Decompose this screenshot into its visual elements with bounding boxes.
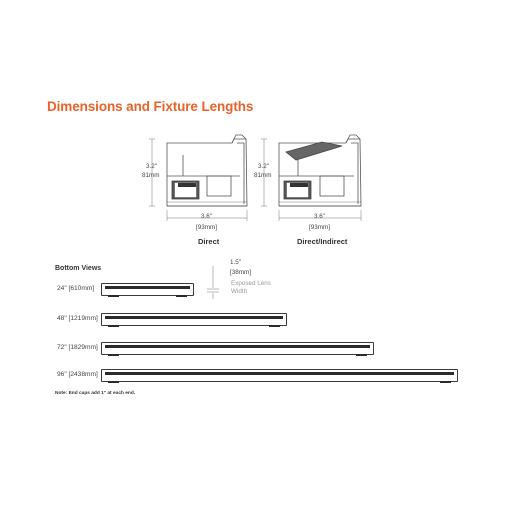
direct-profile	[167, 135, 247, 206]
page-title: Dimensions and Fixture Lengths	[47, 99, 254, 114]
direct-indirect-profile	[279, 135, 361, 206]
direct-indirect-height-in: 3.2"	[258, 163, 269, 170]
direct-height-mm: 81mm	[142, 172, 160, 179]
length-label-72: 72" [1829mm]	[57, 344, 98, 351]
fixture-bar-72	[101, 342, 374, 355]
direct-width-mm: [93mm]	[196, 224, 217, 231]
lens-strip	[105, 345, 370, 348]
direct-indirect-width-in: 3.6"	[314, 213, 325, 220]
direct-caption: Direct	[198, 237, 220, 246]
direct-indirect-height-mm: 81mm	[254, 172, 272, 179]
lens-width-in: 1.5"	[230, 259, 241, 266]
fixture-bar-48	[101, 313, 287, 326]
end-foot	[108, 295, 119, 297]
bottom-views-heading: Bottom Views	[55, 265, 102, 272]
fixture-bar-96	[101, 369, 458, 382]
lens-strip	[105, 372, 454, 375]
lens-width-mm: [38mm]	[230, 269, 251, 276]
length-label-24: 24" [610mm]	[57, 285, 95, 292]
end-foot	[108, 325, 119, 327]
lens-label-line2: Width	[231, 288, 248, 295]
end-foot	[176, 295, 187, 297]
direct-indirect-width-mm: [93mm]	[309, 224, 330, 231]
fixture-bar-24	[101, 283, 194, 296]
length-label-48: 48" [1219mm]	[57, 315, 98, 322]
end-foot	[356, 354, 367, 356]
lens-strip	[105, 316, 283, 319]
direct-width-in: 3.6"	[201, 213, 212, 220]
dimension-lines	[149, 139, 361, 299]
end-foot	[108, 381, 119, 383]
lens-strip	[105, 286, 190, 289]
lens-label-line1: Exposed Lens	[231, 280, 271, 287]
length-label-96: 96" [2438mm]	[57, 371, 98, 378]
direct-indirect-caption: Direct/Indirect	[297, 237, 348, 246]
end-foot	[269, 325, 280, 327]
end-cap-note: Note: End caps add 1" at each end.	[55, 391, 136, 396]
direct-height-in: 3.2"	[146, 163, 157, 170]
end-foot	[108, 354, 119, 356]
end-foot	[440, 381, 451, 383]
